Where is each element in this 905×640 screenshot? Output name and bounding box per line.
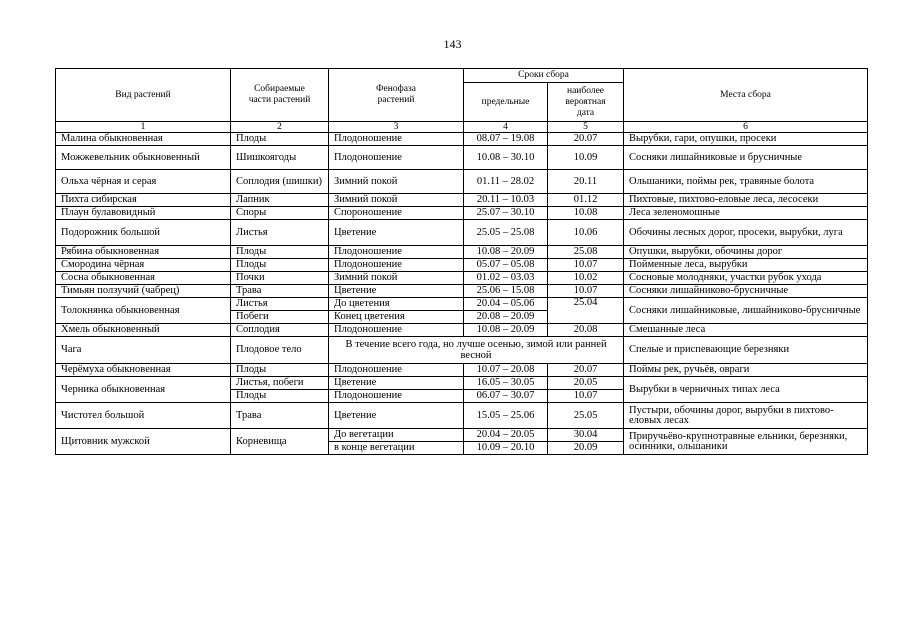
species-cell: Щитовник мужской (56, 429, 231, 455)
column-number-row (56, 122, 868, 133)
range-cell: 20.08 – 20.09 (464, 311, 548, 324)
range-cell: 15.05 – 25.06 (464, 403, 548, 429)
column-number: 4 (464, 122, 548, 133)
species-cell: Сосна обыкновенная (56, 272, 231, 285)
place-cell: Пойменные леса, вырубки (624, 259, 868, 272)
species-cell: Пихта сибирская (56, 194, 231, 207)
range-cell: 01.11 – 28.02 (464, 170, 548, 194)
header-likely-line-3: дата (576, 107, 595, 118)
date-cell: 25.08 (548, 246, 624, 259)
header-phenophase (329, 69, 464, 122)
table-row (56, 337, 868, 364)
header-likely-line-2: вероятная (565, 96, 606, 107)
table-row (56, 170, 868, 194)
date-cell: 25.04 (548, 298, 624, 324)
range-cell: 10.07 – 20.08 (464, 364, 548, 377)
date-cell: 01.12 (548, 194, 624, 207)
header-limits: предельные (464, 83, 548, 122)
phase-cell: Плодоношение (329, 324, 464, 337)
phase-cell: Конец цветения (329, 311, 464, 324)
species-cell: Плаун булавовидный (56, 207, 231, 220)
species-cell: Ольха чёрная и серая (56, 170, 231, 194)
column-number: 6 (624, 122, 868, 133)
date-cell: 20.11 (548, 170, 624, 194)
species-cell: Смородина чёрная (56, 259, 231, 272)
species-cell: Черёмуха обыкновенная (56, 364, 231, 377)
species-cell: Можжевельник обыкновенный (56, 146, 231, 170)
plant-collection-table (55, 68, 868, 455)
date-cell: 10.02 (548, 272, 624, 285)
table-row (56, 207, 868, 220)
part-cell: Листья (231, 298, 329, 311)
phase-cell: Плодоношение (329, 133, 464, 146)
place-cell: Леса зеленомошные (624, 207, 868, 220)
range-cell: 25.05 – 25.08 (464, 220, 548, 246)
phase-cell: Цветение (329, 220, 464, 246)
species-cell: Тимьян ползучий (чабрец) (56, 285, 231, 298)
species-cell: Рябина обыкновенная (56, 246, 231, 259)
part-cell: Плоды (231, 246, 329, 259)
phase-cell: в конце вегетации (329, 442, 464, 455)
part-cell: Корневища (231, 429, 329, 455)
phase-cell: Плодоношение (329, 246, 464, 259)
column-number: 1 (56, 122, 231, 133)
date-cell: 20.07 (548, 133, 624, 146)
date-cell: 10.08 (548, 207, 624, 220)
date-cell: 10.06 (548, 220, 624, 246)
part-cell: Споры (231, 207, 329, 220)
range-cell: 05.07 – 05.08 (464, 259, 548, 272)
range-cell: 10.08 – 20.09 (464, 246, 548, 259)
range-cell: 06.07 – 30.07 (464, 390, 548, 403)
header-likely-date (548, 83, 624, 122)
column-number: 2 (231, 122, 329, 133)
place-cell: Ольшаники, поймы рек, травяные болота (624, 170, 868, 194)
place-cell: Поймы рек, ручьёв, овраги (624, 364, 868, 377)
range-cell: 25.06 – 15.08 (464, 285, 548, 298)
table-row (56, 259, 868, 272)
part-cell: Соплодия (231, 324, 329, 337)
date-cell: 20.09 (548, 442, 624, 455)
header-parts-line-2: части растений (248, 95, 311, 105)
header-places: Места сбора (624, 69, 868, 122)
part-cell: Плоды (231, 259, 329, 272)
phase-cell: Зимний покой (329, 170, 464, 194)
part-cell: Плодовое тело (231, 337, 329, 364)
place-cell: Пустыри, обочины дорог, вырубки в пихтово-еловых лесах (624, 403, 868, 429)
place-cell: Сосняки лишайниковые, лишайниково-брусничные (624, 298, 868, 324)
table-row (56, 377, 868, 390)
part-cell: Соплодия (шишки) (231, 170, 329, 194)
header-phenophase-line-1: Фенофаза (376, 84, 416, 94)
column-number: 3 (329, 122, 464, 133)
part-cell: Шишкоягоды (231, 146, 329, 170)
place-cell: Опушки, вырубки, обочины дорог (624, 246, 868, 259)
range-cell: 08.07 – 19.08 (464, 133, 548, 146)
table-row (56, 220, 868, 246)
place-cell: Пихтовые, пихтово-еловые леса, лесосеки (624, 194, 868, 207)
table-row (56, 298, 868, 311)
phase-cell: Цветение (329, 377, 464, 390)
table-row (56, 146, 868, 170)
species-cell: Подорожник большой (56, 220, 231, 246)
date-cell: 25.05 (548, 403, 624, 429)
species-cell: Малина обыкновенная (56, 133, 231, 146)
collection-note: В течение всего года, но лучше осенью, зимой или ранней весной (329, 337, 624, 364)
header-terms: Сроки сбора (464, 69, 624, 83)
date-cell: 10.09 (548, 146, 624, 170)
place-cell: Сосновые молодняки, участки рубок ухода (624, 272, 868, 285)
phase-cell: Плодоношение (329, 259, 464, 272)
header-likely-line-1: наиболее (566, 85, 605, 96)
part-cell: Плоды (231, 133, 329, 146)
part-cell: Плоды (231, 364, 329, 377)
phase-cell: Плодоношение (329, 146, 464, 170)
phase-cell: До цветения (329, 298, 464, 311)
phase-cell: Плодоношение (329, 364, 464, 377)
table-row (56, 194, 868, 207)
range-cell: 10.09 – 20.10 (464, 442, 548, 455)
part-cell: Плоды (231, 390, 329, 403)
table-row (56, 133, 868, 146)
range-cell: 20.11 – 10.03 (464, 194, 548, 207)
place-cell: Приручьёво-крупнотравные ельники, березняки, осинники, ольшаники (624, 429, 868, 455)
date-cell: 10.07 (548, 390, 624, 403)
phase-cell: Зимний покой (329, 194, 464, 207)
range-cell: 20.04 – 05.06 (464, 298, 548, 311)
part-cell: Побеги (231, 311, 329, 324)
phase-cell: Спороношение (329, 207, 464, 220)
date-cell: 10.07 (548, 259, 624, 272)
date-cell: 20.08 (548, 324, 624, 337)
table-row (56, 364, 868, 377)
table-row (56, 285, 868, 298)
page-number: 143 (443, 37, 462, 51)
date-cell: 10.07 (548, 285, 624, 298)
species-cell: Толокнянка обыкновенная (56, 298, 231, 324)
part-cell: Листья (231, 220, 329, 246)
table-row (56, 246, 868, 259)
range-cell: 10.08 – 20.09 (464, 324, 548, 337)
place-cell: Спелые и приспевающие березняки (624, 337, 868, 364)
range-cell: 25.07 – 30.10 (464, 207, 548, 220)
species-cell: Хмель обыкновенный (56, 324, 231, 337)
phase-cell: До вегетации (329, 429, 464, 442)
date-cell: 20.05 (548, 377, 624, 390)
place-cell: Вырубки в черничных типах леса (624, 377, 868, 403)
place-cell: Вырубки, гари, опушки, просеки (624, 133, 868, 146)
phase-cell: Цветение (329, 403, 464, 429)
phase-cell: Зимний покой (329, 272, 464, 285)
phase-cell: Плодоношение (329, 390, 464, 403)
header-parts-line-1: Собираемые (254, 84, 305, 94)
table-row (56, 324, 868, 337)
species-cell: Черника обыкновенная (56, 377, 231, 403)
place-cell: Сосняки лишайниковые и брусничные (624, 146, 868, 170)
species-cell: Чага (56, 337, 231, 364)
date-cell: 30.04 (548, 429, 624, 442)
range-cell: 16.05 – 30.05 (464, 377, 548, 390)
table-row (56, 429, 868, 442)
table-row (56, 272, 868, 285)
place-cell: Обочины лесных дорог, просеки, вырубки, луга (624, 220, 868, 246)
range-cell: 20.04 – 20.05 (464, 429, 548, 442)
date-cell: 20.07 (548, 364, 624, 377)
table-row (56, 403, 868, 429)
part-cell: Трава (231, 285, 329, 298)
header-phenophase-line-2: растений (377, 95, 415, 105)
column-number: 5 (548, 122, 624, 133)
part-cell: Трава (231, 403, 329, 429)
range-cell: 01.02 – 03.03 (464, 272, 548, 285)
place-cell: Смешанные леса (624, 324, 868, 337)
part-cell: Лапник (231, 194, 329, 207)
place-cell: Сосняки лишайниково-брусничные (624, 285, 868, 298)
part-cell: Почки (231, 272, 329, 285)
header-species: Вид растений (56, 69, 231, 122)
part-cell: Листья, побеги (231, 377, 329, 390)
species-cell: Чистотел большой (56, 403, 231, 429)
range-cell: 10.08 – 30.10 (464, 146, 548, 170)
header-parts (231, 69, 329, 122)
phase-cell: Цветение (329, 285, 464, 298)
